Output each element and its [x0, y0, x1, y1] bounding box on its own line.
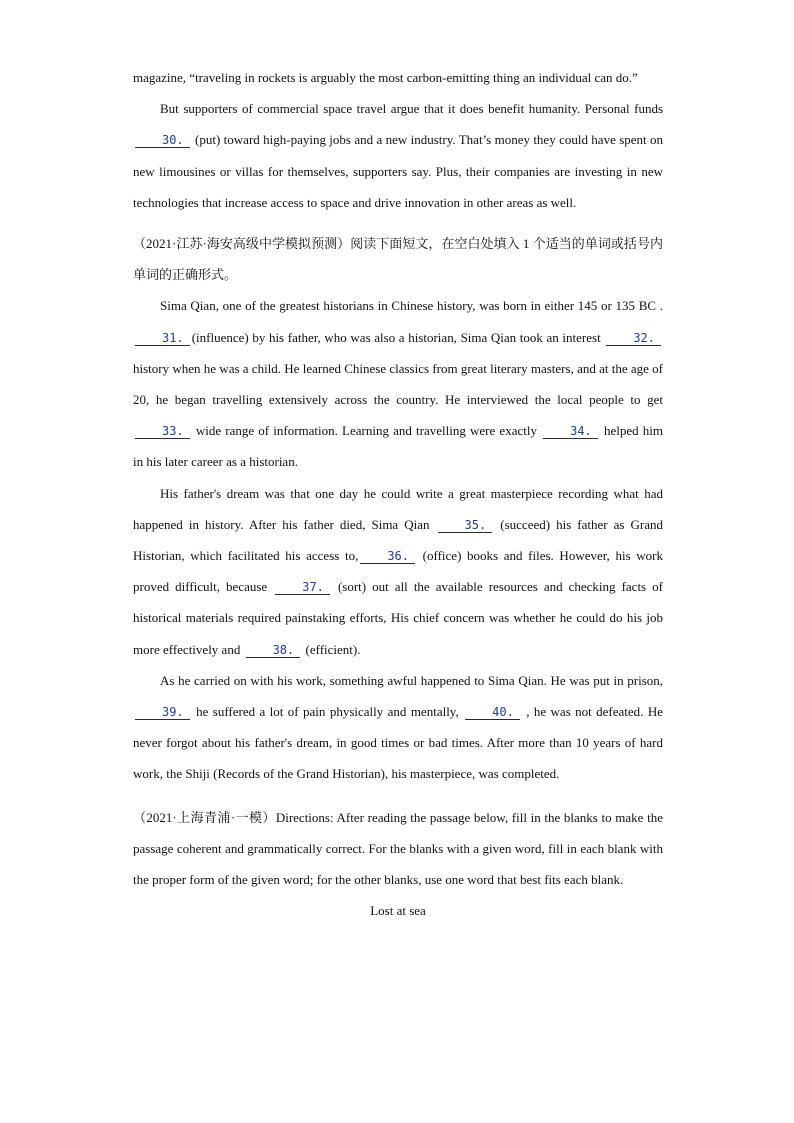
blank-31[interactable]: 31. — [135, 331, 190, 346]
blank-38[interactable]: 38. — [246, 643, 301, 658]
blank-40[interactable]: 40. — [465, 705, 520, 720]
blank-34[interactable]: 34. — [543, 424, 598, 439]
document-page — [133, 62, 663, 926]
section2-paragraph-3 — [133, 665, 663, 790]
text: wide range of information. Learning and travelling were exactly — [191, 423, 542, 439]
text: His father's dream was that one day he could write a great masterpiece recording what had happened in history. After his father died, Sima Qian — [133, 485, 663, 532]
text: (influence) by his father, who was also a historian, Sima Qian took an interest — [191, 329, 605, 345]
text: But supporters of commercial space travel argue that it does benefit humanity. Personal funds — [160, 101, 663, 117]
blank-36[interactable]: 36. — [360, 549, 415, 564]
directions-text: Directions: After reading the passage below, fill in the blanks to make the passage coherent and grammatically correct. For the blanks with a given word, fill in each blank with the proper form of the given word; for the other blanks, use one word that best fits each blank. — [133, 809, 663, 888]
blank-35[interactable]: 35. — [438, 518, 493, 533]
passage1-paragraph-2 — [133, 93, 663, 218]
text: As he carried on with his work, something awful happened to Sima Qian. He was put in prison, — [160, 672, 663, 688]
text: Sima Qian, one of the greatest historians in Chinese history, was born in either 145 or 135 BC . — [160, 298, 663, 314]
text: he suffered a lot of pain physically and mentally, — [191, 704, 464, 720]
text: helped him in his later career as a historian. — [133, 423, 663, 470]
blank-39[interactable]: 39. — [135, 705, 190, 720]
text: (sort) out all the available resources and checking facts of historical materials required painstaking efforts, His chief concern was whether he could do his job more effectively and — [133, 579, 663, 657]
text: (put) toward high-paying jobs and a new industry. That’s money they could have spent on new limousines or villas for themselves, supporters say. Plus, their companies are investing in new technologies that increase access to space and drive innovation in other areas as well. — [133, 132, 663, 210]
passage-title: Lost at sea — [370, 903, 426, 919]
blank-30[interactable]: 30. — [135, 133, 190, 148]
text: history when he was a child. He learned Chinese classics from great literary masters, and at the age of 20, he began travelling extensively across the country. He interviewed the local people to get — [133, 360, 663, 408]
section2-paragraph-1 — [133, 290, 663, 477]
passage1-paragraph-1 — [133, 62, 663, 93]
text: magazine, “traveling in rockets is arguably the most carbon-emitting thing an individual can do.” — [133, 70, 638, 85]
text: (efficient). — [302, 641, 361, 657]
blank-33[interactable]: 33. — [135, 424, 190, 439]
blank-32[interactable]: 32. — [606, 331, 661, 346]
section2-source-instruction: （2021·江苏·海安高级中学模拟预测）阅读下面短文，在空白处填入 1 个适当的单词或括号内单词的正确形式。 — [133, 236, 663, 283]
section2-paragraph-2 — [133, 478, 663, 665]
text: (succeed) his father as Grand Historian, which facilitated his access to, — [133, 516, 663, 564]
text: , he was not defeated. He never forgot about his father's dream, in good times or bad times. After more than 10 years of hard work, the Shiji (Records of the Grand Historian), his masterpiece, was completed. — [133, 704, 663, 782]
text: (office) books and files. However, his work proved difficult, because — [133, 548, 663, 595]
source-label: （2021·上海青浦·一模） — [133, 809, 276, 825]
blank-37[interactable]: 37. — [275, 580, 330, 595]
section3-directions — [133, 802, 663, 896]
